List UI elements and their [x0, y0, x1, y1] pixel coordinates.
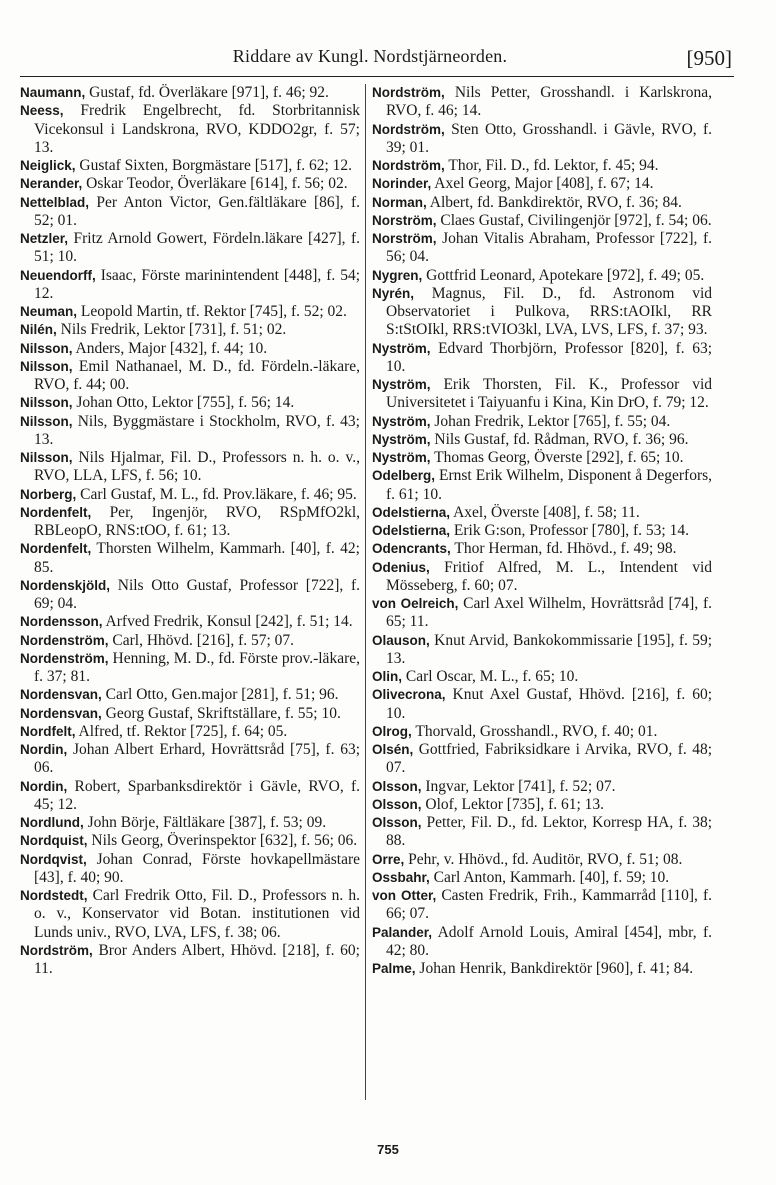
register-entry	[372, 267, 712, 285]
register-entry	[372, 924, 712, 961]
entry-details: Nils Otto Gustaf, Professor [722], f. 69; 04.	[34, 576, 360, 612]
entry-details: Gustaf, fd. Överläkare [971], f. 46; 92.	[89, 84, 329, 101]
entry-surname: Palme,	[372, 961, 416, 976]
entry-surname: von Oelreich,	[372, 596, 459, 611]
register-entry	[20, 705, 360, 723]
entry-details: Ernst Erik Wilhelm, Disponent å Degerfors, f. 61; 10.	[386, 467, 713, 503]
register-entry	[372, 449, 712, 467]
register-entry	[20, 741, 360, 778]
entry-surname: Nordqvist,	[20, 851, 87, 867]
register-entry	[372, 851, 712, 869]
entry-surname: Nilsson,	[20, 413, 73, 429]
register-entry	[20, 851, 360, 888]
entry-surname: Nordström,	[372, 85, 445, 100]
entry-details: Johan Albert Erhard, Hovrättsråd [75], f. 63; 06.	[34, 741, 360, 777]
register-entry	[372, 960, 712, 978]
entry-surname: Nordenström,	[20, 650, 109, 666]
entry-details: Arfved Fredrik, Konsul [242], f. 51; 14.	[105, 613, 353, 631]
entry-details: Carl Oscar, M. L., f. 65; 10.	[405, 668, 579, 685]
entry-surname: Nyström,	[372, 431, 431, 447]
entry-surname: Nordenfelt,	[20, 504, 92, 520]
entry-details: Magnus, Fil. D., fd. Astronom vid Observatoriet i Pulkova, RRS:tAOIkl, RR S:tStOIkl, RRS:tVIO3kl, LVA, LVS, LFS, f. 37; 93.	[386, 284, 713, 339]
entry-details: Albert, fd. Bankdirektör, RVO, f. 36; 84.	[429, 193, 682, 211]
entry-surname: Nordquist,	[20, 833, 88, 849]
register-entry	[20, 175, 360, 193]
register-entry	[20, 486, 360, 504]
entry-surname: Nordin,	[20, 778, 68, 794]
register-entry	[372, 741, 712, 778]
entry-surname: Nilsson,	[20, 340, 73, 356]
register-entry	[372, 504, 712, 522]
register-entry	[20, 303, 360, 321]
entry-surname: Nordin,	[20, 742, 68, 757]
entry-details: Casten Fredrik, Frih., Kammarråd [110], f. 66; 07.	[386, 887, 712, 923]
entry-surname: Norberg,	[20, 486, 77, 502]
entry-surname: Nordenskjöld,	[20, 577, 111, 593]
running-title: Riddare av Kungl. Nordstjärneorden.	[232, 46, 508, 66]
register-entry	[20, 832, 360, 850]
entry-details: Erik Thorsten, Fil. K., Professor vid Universitetet i Taiyuanfu i Kina, Kin DrO, f. 79; 12.	[386, 376, 712, 412]
entry-surname: Olivecrona,	[372, 687, 446, 703]
entry-surname: Nordfelt,	[20, 723, 76, 739]
entry-details: Axel Georg, Major [408], f. 67; 14.	[434, 175, 654, 193]
entry-surname: Olsén,	[372, 742, 414, 757]
register-entry	[20, 358, 360, 395]
register-entry	[372, 285, 712, 340]
entry-surname: Odencrants,	[372, 541, 451, 557]
register-entry	[20, 723, 360, 741]
entry-details: Alfred, tf. Rektor [725], f. 64; 05.	[78, 722, 288, 740]
entry-details: Henning, M. D., fd. Förste prov.-läkare, f. 37; 81.	[34, 649, 360, 685]
register-entry	[372, 814, 712, 851]
entry-surname: Nordenfelt,	[20, 541, 92, 557]
entry-surname: Nyrén,	[372, 285, 415, 301]
entry-surname: Nordström,	[20, 942, 93, 958]
register-entry	[372, 778, 712, 796]
entry-surname: Norström,	[372, 212, 437, 228]
register-entry	[372, 340, 712, 377]
page-header	[20, 46, 732, 74]
register-entry	[372, 887, 712, 924]
entry-details: Adolf Arnold Louis, Amiral [454], mbr, f. 42; 80.	[386, 923, 712, 959]
entry-details: Anders, Major [432], f. 44; 10.	[75, 339, 268, 357]
entry-surname: Naumann,	[20, 85, 86, 100]
register-entry	[372, 540, 712, 558]
entry-details: Johan Vitalis Abraham, Professor [722], f. 56; 04.	[386, 230, 712, 266]
register-entry	[20, 887, 360, 942]
entry-details: Johan Otto, Lektor [755], f. 56; 14.	[76, 394, 295, 412]
entry-surname: Orre,	[372, 851, 405, 867]
register-entry	[20, 340, 360, 358]
entry-surname: Nyström,	[372, 377, 431, 392]
folio-number: 755	[377, 1142, 399, 1157]
register-entry	[20, 504, 360, 541]
register-entry	[20, 632, 360, 650]
entry-surname: Nordensvan,	[20, 687, 102, 703]
left-column	[20, 84, 360, 978]
entry-surname: Olsson,	[372, 778, 422, 794]
entry-surname: Nordenström,	[20, 632, 109, 648]
entry-details: Emil Nathanael, M. D., fd. Fördeln.-läkare, RVO, f. 44; 00.	[34, 357, 361, 393]
register-entry	[372, 723, 712, 741]
register-entry	[372, 413, 712, 431]
register-entry	[20, 577, 360, 614]
entry-surname: Odenius,	[372, 559, 430, 575]
entry-details: Edvard Thorbjörn, Professor [820], f. 63; 10.	[386, 339, 713, 375]
entry-details: Fritz Arnold Gowert, Fördeln.läkare [427], f. 51; 10.	[34, 230, 360, 266]
register-entry	[372, 376, 712, 413]
entry-details: Gottfrid Leonard, Apotekare [972], f. 49; 05.	[426, 266, 705, 284]
entry-surname: Nordström,	[372, 158, 445, 173]
entry-details: Thomas Georg, Överste [292], f. 65; 10.	[434, 449, 684, 466]
entry-details: Knut Axel Gustaf, Hhövd. [216], f. 60; 10.	[386, 686, 712, 722]
entry-details: Isaac, Förste marinintendent [448], f. 54; 12.	[34, 266, 360, 302]
entry-details: Leopold Martin, tf. Rektor [745], f. 52; 02.	[80, 303, 347, 320]
register-entry	[372, 431, 712, 449]
entry-surname: Nilsson,	[20, 358, 73, 374]
register-entry	[372, 668, 712, 686]
entry-surname: Nilsson,	[20, 450, 73, 465]
register-entry	[372, 595, 712, 632]
register-entry	[20, 230, 360, 267]
entry-details: Thorsten Wilhelm, Kammarh. [40], f. 42; 85.	[34, 540, 360, 576]
register-entry	[372, 212, 712, 230]
column-divider	[365, 84, 366, 1100]
entry-surname: Olauson,	[372, 632, 430, 648]
entry-details: Claes Gustaf, Civilingenjör [972], f. 54; 06.	[440, 211, 712, 229]
entry-surname: Neess,	[20, 103, 64, 119]
entry-details: Carl Axel Wilhelm, Hovrättsråd [74], f. 65; 11.	[386, 595, 713, 631]
entry-surname: Odelstierna,	[372, 523, 451, 538]
entry-surname: Odelberg,	[372, 468, 436, 484]
register-entry	[20, 194, 360, 231]
entry-surname: Palander,	[372, 924, 433, 940]
register-entry	[20, 613, 360, 631]
entry-surname: Olin,	[372, 669, 402, 684]
entry-details: Per Anton Victor, Gen.fältläkare [86], f. 52; 01.	[34, 193, 360, 229]
register-entry	[20, 778, 360, 815]
register-entry	[20, 814, 360, 832]
entry-surname: Nilén,	[20, 322, 57, 338]
entry-surname: Nyström,	[372, 413, 431, 429]
entry-details: Carl Gustaf, M. L., fd. Prov.läkare, f. 46; 95.	[80, 485, 357, 503]
entry-details: Thorvald, Grosshandl., RVO, f. 40; 01.	[415, 722, 658, 740]
entry-details: Carl Fredrik Otto, Fil. D., Professors n. h. o. v., Konservator vid Botan. institutionen vid Lunds univ., RVO, LVA, LFS, f. 38; 06.	[34, 887, 360, 941]
entry-surname: Nilsson,	[20, 395, 73, 411]
entry-details: Johan Henrik, Bankdirektör [960], f. 41; 84.	[419, 960, 694, 977]
entry-surname: Olsson,	[372, 815, 422, 830]
register-entry	[372, 632, 712, 669]
entry-surname: Nordensson,	[20, 614, 103, 630]
entry-details: Fritiof Alfred, M. L., Intendent vid Mösseberg, f. 60; 07.	[386, 558, 712, 594]
entry-surname: Nordensvan,	[20, 705, 102, 721]
entry-surname: Netzler,	[20, 231, 69, 246]
entry-details: Ingvar, Lektor [741], f. 52; 07.	[425, 777, 616, 795]
page-number: [950]	[686, 46, 732, 70]
register-entry	[372, 194, 712, 212]
entry-details: Oskar Teodor, Överläkare [614], f. 56; 02.	[86, 175, 348, 193]
register-entry	[372, 175, 712, 193]
entry-details: Erik G:son, Professor [780], f. 53; 14.	[453, 522, 689, 539]
entry-surname: Nettelblad,	[20, 194, 90, 210]
register-entry	[372, 869, 712, 887]
entry-surname: Olrog,	[372, 723, 412, 739]
entry-details: Gottfried, Fabriksidkare i Arvika, RVO, f. 48; 07.	[386, 741, 712, 777]
entry-surname: Nerander,	[20, 176, 83, 192]
entry-surname: Odelstierna,	[372, 504, 451, 520]
register-entry	[372, 84, 712, 121]
entry-details: Gustaf Sixten, Borgmästare [517], f. 62; 12.	[79, 157, 353, 174]
register-entry	[372, 230, 712, 267]
entry-details: Nils Georg, Överinspektor [632], f. 56; 06.	[91, 832, 358, 850]
entry-surname: Norman,	[372, 194, 427, 210]
register-entry	[20, 449, 360, 486]
entry-details: Nils, Byggmästare i Stockholm, RVO, f. 43; 13.	[34, 412, 360, 448]
register-entry	[20, 157, 360, 175]
entry-surname: Norinder,	[372, 176, 432, 192]
entry-surname: Ossbahr,	[372, 869, 430, 885]
entry-surname: Nygren,	[372, 267, 423, 283]
entry-details: Olof, Lektor [735], f. 61; 13.	[425, 795, 605, 813]
header-rule	[20, 76, 734, 77]
register-entry	[372, 157, 712, 175]
register-entry	[20, 394, 360, 412]
entry-details: Nils Petter, Grosshandl. i Karlskrona, RVO, f. 46; 14.	[386, 84, 712, 120]
entry-details: Robert, Sparbanksdirektör i Gävle, RVO, f. 45; 12.	[34, 777, 360, 813]
entry-details: Johan Fredrik, Lektor [765], f. 55; 04.	[434, 412, 671, 430]
entry-details: Johan Conrad, Förste hovkapellmästare [43], f. 40; 90.	[34, 850, 360, 886]
entry-surname: Nordström,	[372, 121, 445, 137]
register-entry	[20, 321, 360, 339]
register-entry	[372, 467, 712, 504]
entry-details: Axel, Överste [408], f. 58; 11.	[453, 503, 640, 521]
entry-details: Georg Gustaf, Skriftställare, f. 55; 10.	[105, 704, 341, 722]
entry-surname: Neiglick,	[20, 158, 76, 173]
entry-details: Sten Otto, Grosshandl. i Gävle, RVO, f. 39; 01.	[386, 120, 712, 156]
entry-surname: Norström,	[372, 231, 437, 246]
entry-details: Carl Otto, Gen.major [281], f. 51; 96.	[105, 686, 339, 704]
register-entry	[20, 84, 360, 102]
register-entry	[20, 650, 360, 687]
entry-details: Thor Herman, fd. Hhövd., f. 49; 98.	[454, 540, 677, 558]
entry-details: Carl Anton, Kammarh. [40], f. 59; 10.	[433, 868, 670, 886]
entry-details: Bror Anders Albert, Hhövd. [218], f. 60; 11.	[34, 941, 360, 977]
register-entry	[20, 942, 360, 979]
register-entry	[372, 522, 712, 540]
entry-surname: von Otter,	[372, 888, 437, 903]
register-entry	[372, 559, 712, 596]
entry-details: John Börje, Fältläkare [387], f. 53; 09.	[87, 814, 327, 831]
entry-details: Nils Fredrik, Lektor [731], f. 51; 02.	[60, 321, 287, 339]
register-entry	[372, 686, 712, 723]
entry-surname: Nyström,	[372, 450, 431, 465]
entry-surname: Neuendorff,	[20, 267, 96, 283]
right-column	[372, 84, 712, 978]
entry-details: Pehr, v. Hhövd., fd. Auditör, RVO, f. 51; 08.	[408, 850, 683, 868]
entry-details: Petter, Fil. D., fd. Lektor, Korresp HA, f. 38; 88.	[386, 814, 713, 850]
register-entry	[20, 686, 360, 704]
register-entry	[20, 413, 360, 450]
entry-details: Per, Ingenjör, RVO, RSpMfO2kl, RBLeopO, RNS:tOO, f. 61; 13.	[34, 503, 360, 539]
entry-details: Knut Arvid, Bankokommissarie [195], f. 59; 13.	[386, 631, 713, 667]
entry-surname: Nordlund,	[20, 815, 84, 830]
entry-surname: Neuman,	[20, 304, 78, 319]
register-entry	[20, 267, 360, 304]
entry-details: Thor, Fil. D., fd. Lektor, f. 45; 94.	[448, 157, 659, 174]
entry-surname: Nordstedt,	[20, 888, 88, 903]
register-entry	[372, 121, 712, 158]
entry-details: Nils Gustaf, fd. Rådman, RVO, f. 36; 96.	[434, 430, 689, 448]
register-entry	[20, 540, 360, 577]
entry-details: Carl, Hhövd. [216], f. 57; 07.	[112, 631, 295, 649]
register-entry	[372, 796, 712, 814]
entry-surname: Nyström,	[372, 340, 431, 356]
entry-details: Fredrik Engelbrecht, fd. Storbritannisk Vicekonsul i Landskrona, RVO, KDDO2gr, f. 57; 13.	[34, 102, 360, 156]
entry-details: Nils Hjalmar, Fil. D., Professors n. h. o. v., RVO, LLA, LFS, f. 56; 10.	[34, 449, 361, 485]
entry-surname: Olsson,	[372, 796, 422, 812]
register-entry	[20, 102, 360, 157]
